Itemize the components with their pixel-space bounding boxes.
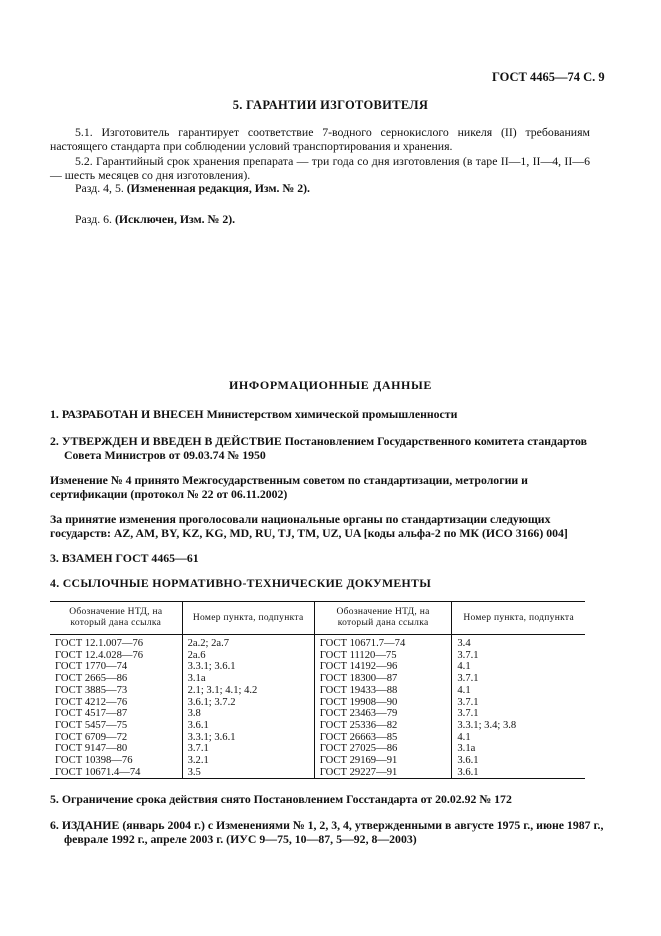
column-header: Номер пункта, подпункта (182, 602, 314, 635)
item-text: (январь 2004 г.) с Изменениями № 1, 2, 3, 4, утвержденными в августе 1975 г., июне 1987 г., феврале 1992 г., апреле 2003 г. (ИУС 9—75, 10—87, 5—92, 8—2003) (64, 818, 604, 847)
table-cell: 4.1 (457, 661, 471, 673)
section-5-title: 5. ГАРАНТИИ ИЗГОТОВИТЕЛЯ (232, 98, 429, 112)
paragraph-5-2: 5.2. Гарантийный срок хранения препарата — три года со дня изготовления (в таре II—1, II—4, II—6 — шесть месяцев со дня изготовления). (50, 154, 590, 183)
table-cell: ГОСТ 19433—88 (319, 684, 398, 696)
right-docs-column (314, 635, 452, 779)
table-cell: ГОСТ 18300—87 (319, 673, 398, 685)
item-text: ССЫЛОЧНЫЕ НОРМАТИВНО-ТЕХНИЧЕСКИЕ ДОКУМЕНТЫ (62, 576, 432, 590)
table-cell: 3.1а (187, 673, 206, 685)
table-cell: ГОСТ 29227—91 (319, 766, 398, 778)
right-points-column (452, 635, 585, 779)
info-item-2 (50, 434, 609, 462)
table-cell: ГОСТ 12.1.007—76 (55, 638, 144, 649)
table-cell: ГОСТ 3885—73 (55, 684, 128, 696)
table-cell: ГОСТ 1770—74 (55, 661, 128, 673)
table-cell: ГОСТ 10671.4—74 (55, 766, 141, 778)
item-text: ВЗАМЕН ГОСТ 4465—61 (61, 551, 199, 565)
item-heading: РАЗРАБОТАН И ВНЕСЕН (61, 407, 204, 421)
item-heading: ИЗДАНИЕ (61, 818, 120, 832)
paragraph-5-1: 5.1. Изготовитель гарантирует соответствие 7-водного сернокислого никеля (II) требованиям настоящего стандарта при соблюдении условий транспортирования и хранения. (50, 125, 590, 154)
info-item-6 (50, 818, 609, 846)
table-cell: 2а.2; 2а.7 (187, 638, 230, 649)
table-cell: ГОСТ 25336—82 (319, 719, 398, 731)
table-cell: 3.8 (187, 708, 201, 720)
change-4-note: Изменение № 4 принято Межгосударственным советом по стандартизации, метрологии и сертификации (протокол № 22 от 06.11.2002) (50, 473, 528, 502)
table-cell: ГОСТ 23463—79 (319, 708, 398, 720)
table-cell: 3.3.1; 3.6.1 (187, 661, 236, 673)
info-item-1 (50, 407, 595, 421)
table-cell: 2.1; 3.1; 4.1; 4.2 (187, 684, 258, 696)
table-cell: 2а.6 (187, 649, 206, 661)
table-cell: 3.7.1 (457, 708, 479, 720)
table-cell: 3.7.1 (457, 649, 479, 661)
table-cell: ГОСТ 19908—90 (319, 696, 398, 708)
table-cell: ГОСТ 14192—96 (319, 661, 398, 673)
table-cell: 3.6.1; 3.7.2 (187, 696, 236, 708)
table-cell: ГОСТ 5457—75 (55, 719, 128, 731)
item-text: Министерством химической промышленности (206, 407, 458, 421)
page-header: ГОСТ 4465—74 С. 9 (492, 70, 605, 84)
column-header: Обозначение НТД, на который дана ссылка (50, 602, 182, 635)
amendment-note-section-6 (75, 212, 235, 226)
table-cell: 3.6.1 (187, 719, 209, 731)
item-number: 5. (50, 792, 59, 806)
info-data-title: ИНФОРМАЦИОННЫЕ ДАННЫЕ (229, 378, 432, 392)
table-cell: ГОСТ 4212—76 (55, 696, 128, 708)
table-cell: ГОСТ 10671.7—74 (319, 638, 406, 649)
item-number: 2. (50, 434, 59, 448)
table-cell: 3.4 (457, 638, 471, 649)
column-header: Номер пункта, подпункта (452, 602, 585, 635)
amendment-note-bold: (Исключен, Изм. № 2). (114, 212, 236, 226)
table-cell: 3.6.1 (457, 766, 479, 778)
table-body-row (50, 635, 585, 779)
table-cell: 3.7.1 (187, 743, 209, 755)
table-cell: 3.3.1; 3.4; 3.8 (457, 719, 517, 731)
amendment-note-bold: (Измененная редакция, Изм. № 2). (126, 181, 310, 195)
item-number: 4. (50, 576, 60, 590)
table-cell: ГОСТ 12.4.028—76 (55, 649, 144, 661)
item-number: 6. (50, 818, 59, 832)
item-number: 1. (50, 407, 59, 421)
table-cell: ГОСТ 27025—86 (319, 743, 398, 755)
table-cell: ГОСТ 11120—75 (319, 649, 397, 661)
table-cell: ГОСТ 10398—76 (55, 755, 133, 767)
table-cell: ГОСТ 6709—72 (55, 731, 128, 743)
amendment-note-sections-4-5 (75, 181, 310, 195)
item-text: Постановлением Государственного комитета стандартов Совета Министров от 09.03.74 № 1950 (64, 434, 587, 463)
table-cell: 3.3.1; 3.6.1 (187, 731, 236, 743)
table-cell: 3.1а (457, 743, 476, 755)
table-cell: 3.7.1 (457, 696, 479, 708)
table-cell: 3.6.1 (457, 755, 479, 767)
reference-documents-table (50, 601, 585, 779)
voting-countries-note: За принятие изменения проголосовали национальные органы по стандартизации следующих государств: AZ, AM, BY, KZ, KG, MD, RU, TJ, TM, UZ, UA [коды альфа-2 по МК (ИСО 3166) 004] (50, 512, 568, 541)
table-header-row (50, 602, 585, 635)
table-cell: ГОСТ 29169—91 (319, 755, 398, 767)
table-cell: ГОСТ 9147—80 (55, 743, 128, 755)
item-heading: УТВЕРЖДЕН И ВВЕДЕН В ДЕЙСТВИЕ (61, 434, 282, 448)
column-header: Обозначение НТД, на который дана ссылка (314, 602, 452, 635)
item-text: Ограничение срока действия снято Постановлением Госстандарта от 20.02.92 № 172 (61, 792, 512, 806)
table-cell: 3.5 (187, 766, 201, 778)
info-item-4 (50, 576, 595, 590)
table-cell: 4.1 (457, 684, 471, 696)
left-points-column (182, 635, 314, 779)
amendment-note-prefix: Разд. 4, 5. (75, 181, 124, 195)
info-item-5 (50, 792, 595, 806)
info-item-3 (50, 551, 595, 565)
table-cell: 3.2.1 (187, 755, 209, 767)
table-cell: ГОСТ 2665—86 (55, 673, 128, 685)
item-number: 3. (50, 551, 59, 565)
amendment-note-prefix: Разд. 6. (75, 212, 112, 226)
left-docs-column (50, 635, 182, 779)
table-cell: ГОСТ 4517—87 (55, 708, 128, 720)
table-cell: ГОСТ 26663—85 (319, 731, 398, 743)
table-cell: 3.7.1 (457, 673, 479, 685)
table-cell: 4.1 (457, 731, 471, 743)
